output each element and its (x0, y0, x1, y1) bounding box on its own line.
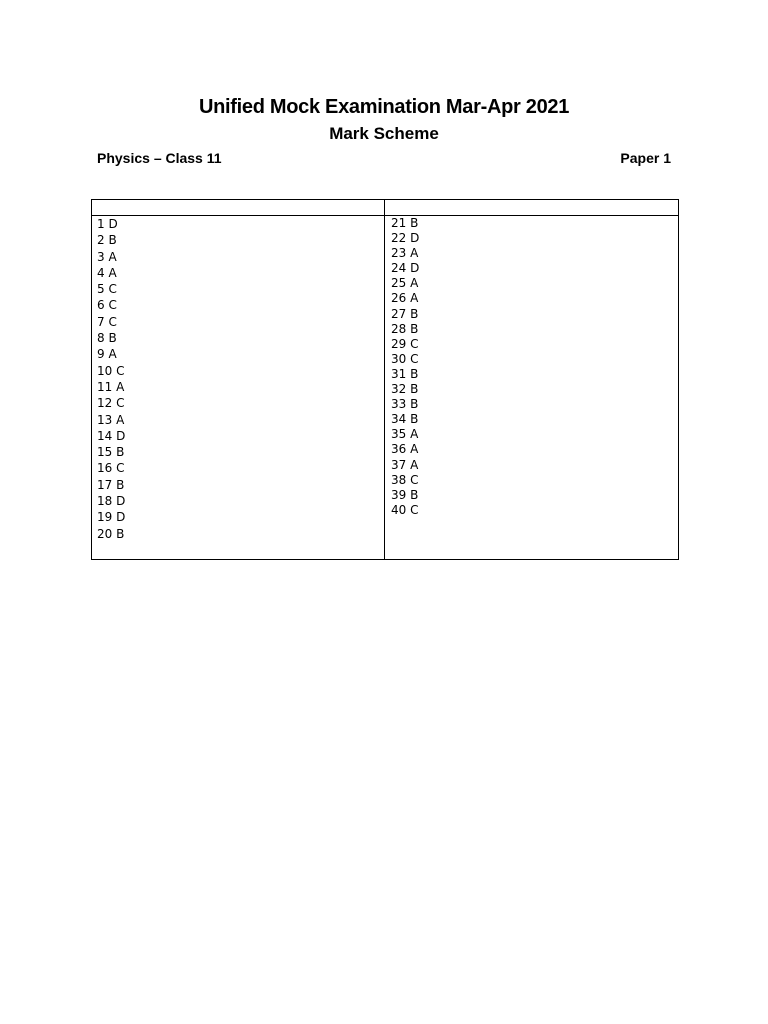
answer-item: 17 B (97, 477, 125, 492)
answer-item: 8 B (97, 331, 117, 346)
answer-item: 16 C (97, 461, 125, 476)
subject-label: Physics – Class 11 (97, 150, 222, 166)
answer-item: 33 B (391, 397, 419, 412)
document-title: Unified Mock Examination Mar-Apr 2021 (198, 96, 570, 118)
answer-item: 18 D (97, 494, 126, 509)
answer-item: 15 B (97, 445, 125, 460)
paper-label: Paper 1 (620, 150, 671, 166)
answer-list-right (385, 216, 678, 518)
header-cell-right (385, 200, 679, 216)
answer-item: 9 A (97, 347, 117, 362)
answer-item: 20 B (97, 526, 125, 541)
answers-cell-left (92, 216, 385, 560)
header-cell-left (92, 200, 385, 216)
answer-item: 1 D (97, 217, 118, 231)
table-body-row (92, 216, 679, 560)
answer-table (91, 199, 679, 560)
answer-item: 27 B (391, 306, 419, 321)
answer-item: 36 A (391, 442, 419, 457)
answer-item: 13 A (97, 412, 125, 427)
answer-item: 2 B (97, 233, 117, 248)
answer-item: 22 D (391, 231, 420, 246)
answer-item: 24 D (391, 261, 420, 276)
answer-item: 7 C (97, 314, 117, 329)
answer-item: 35 A (391, 427, 419, 442)
answer-item: 32 B (391, 382, 419, 397)
answers-cell-right (385, 216, 679, 560)
answer-item: 12 C (97, 396, 125, 411)
answer-item: 14 D (97, 428, 126, 443)
answer-item: 26 A (391, 291, 419, 306)
answer-item: 11 A (97, 379, 125, 394)
answer-item: 40 C (391, 502, 419, 517)
answer-item: 30 C (391, 351, 419, 366)
answer-item: 28 B (391, 321, 419, 336)
answer-item: 34 B (391, 412, 419, 427)
answer-list-left (92, 216, 384, 542)
answer-item: 19 D (97, 510, 126, 525)
answer-item: 3 A (97, 249, 117, 264)
answer-item: 38 C (391, 472, 419, 487)
answer-item: 4 A (97, 265, 117, 280)
table-header-row (92, 200, 679, 216)
answer-item: 6 C (97, 298, 117, 313)
answer-item: 31 B (391, 366, 419, 381)
answer-item: 29 C (391, 336, 419, 351)
answer-item: 37 A (391, 457, 419, 472)
answer-item: 5 C (97, 282, 117, 297)
answer-item: 10 C (97, 363, 125, 378)
document-subtitle: Mark Scheme (329, 124, 439, 143)
answer-item: 23 A (391, 246, 419, 261)
answer-item: 39 B (391, 487, 419, 502)
answer-item: 25 A (391, 276, 419, 291)
answer-item: 21 B (391, 216, 419, 230)
